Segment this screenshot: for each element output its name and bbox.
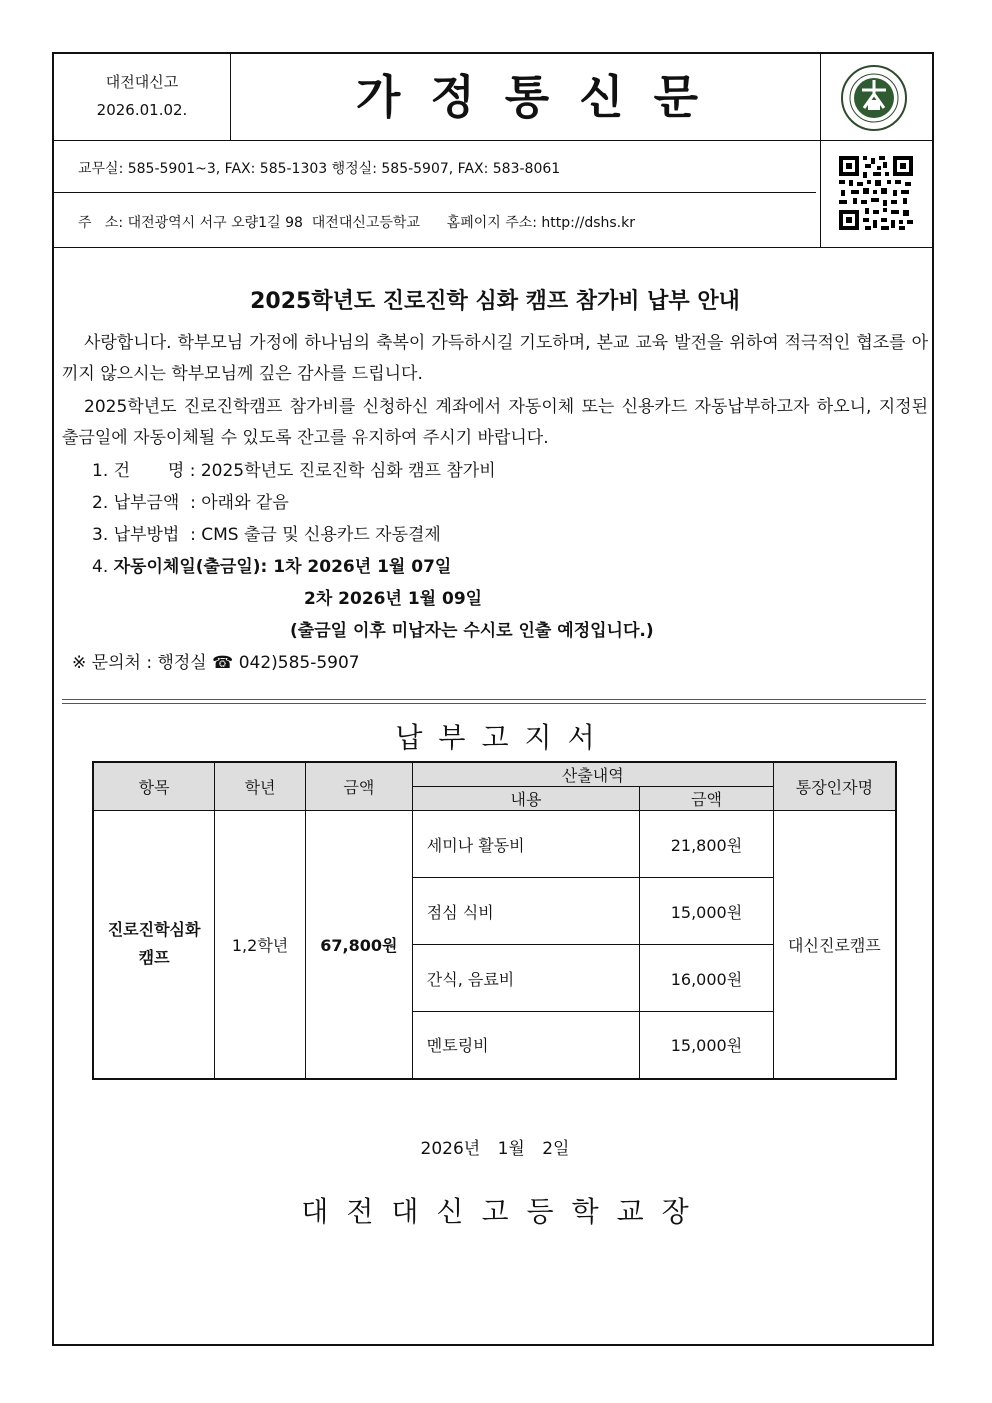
grade-cell: 1,2학년	[215, 811, 306, 1079]
total-amount-cell: 67,800원	[305, 811, 412, 1079]
content-cell: 세미나 활동비	[412, 811, 639, 878]
header-breakdown: 산출내역	[412, 762, 773, 787]
school-name: 대전대신고	[105, 73, 179, 91]
principal-signature: 대전대신고등학교장	[301, 1195, 707, 1228]
header-amount: 금액	[305, 762, 412, 811]
contact-phone-line: 교무실: 585-5901~3, FAX: 585-1303 행정실: 585-5907, FAX: 583-8061	[78, 161, 561, 177]
school-cell-divider	[230, 54, 231, 140]
qr-code-icon	[837, 154, 915, 232]
withdrawal-date-second: 2차 2026년 1월 09일	[304, 589, 483, 609]
content-cell: 멘토링비	[412, 1012, 639, 1079]
content-cell: 점심 식비	[412, 878, 639, 945]
page-title: 가정통신문	[355, 70, 729, 124]
item-name-cell: 진로진학심화 캠프	[93, 811, 215, 1079]
header-payee: 통장인자명	[773, 762, 896, 811]
item-amount: 2. 납부금액 : 아래와 같음	[92, 493, 289, 513]
document-page	[52, 52, 934, 1346]
amount-cell: 15,000원	[640, 1012, 774, 1079]
amount-cell: 15,000원	[640, 878, 774, 945]
amount-cell: 21,800원	[640, 811, 774, 878]
table-row	[93, 811, 896, 878]
withdrawal-date-first: 자동이체일(출금일): 1차 2026년 1월 07일	[113, 557, 452, 577]
payee-cell: 대신진로캠프	[773, 811, 896, 1079]
header-grade: 학년	[215, 762, 306, 811]
amount-cell: 16,000원	[640, 945, 774, 1012]
header-divider	[54, 140, 932, 141]
item-withdrawal-date	[92, 552, 451, 583]
issue-date: 2026.01.02.	[96, 101, 188, 119]
item-number: 4.	[92, 557, 114, 577]
header-content: 내용	[412, 787, 639, 811]
header-sub-amount: 금액	[640, 787, 774, 811]
payment-paragraph: 2025학년도 진로진학캠프 참가비를 신청하신 계좌에서 자동이체 또는 신용카드 자동납부하고자 하오니, 지정된 출금일에 자동이체될 수 있도록 잔고를 유지하여 주시기 바랍니다.	[62, 397, 928, 448]
item-method: 3. 납부방법 : CMS 출금 및 신용카드 자동결제	[92, 525, 441, 545]
inquiry-contact: ※ 문의처 : 행정실 ☎ 042)585-5907	[72, 653, 360, 673]
item-subject: 1. 건 명 : 2025학년도 진로진학 심화 캠프 참가비	[92, 461, 496, 481]
header-item: 항목	[93, 762, 215, 811]
table-header-row	[93, 762, 896, 787]
info-divider	[54, 192, 816, 193]
payment-bill-table	[92, 761, 897, 1080]
content-cell: 간식, 음료비	[412, 945, 639, 1012]
double-divider	[62, 699, 926, 704]
school-info	[54, 68, 230, 124]
issue-date-footer: 2026년 1월 2일	[420, 1139, 570, 1159]
header-bottom-divider	[54, 247, 932, 248]
greeting-paragraph: 사랑합니다. 학부모님 가정에 하나님의 축복이 가득하시길 기도하며, 본교 교육 발전을 위하여 적극적인 협조를 아끼지 않으시는 학부모님께 깊은 감사를 드립니다.	[62, 333, 928, 384]
bill-title: 납부고지서	[395, 721, 611, 754]
address-line: 주 소: 대전광역시 서구 오량1길 98 대전대신고등학교 홈페이지 주소: http://dshs.kr	[78, 215, 635, 231]
notice-title: 2025학년도 진로진학 심화 캠프 참가비 납부 안내	[250, 289, 740, 314]
school-emblem-icon	[840, 64, 908, 132]
withdrawal-note: (출금일 이후 미납자는 수시로 인출 예정입니다.)	[290, 621, 654, 641]
